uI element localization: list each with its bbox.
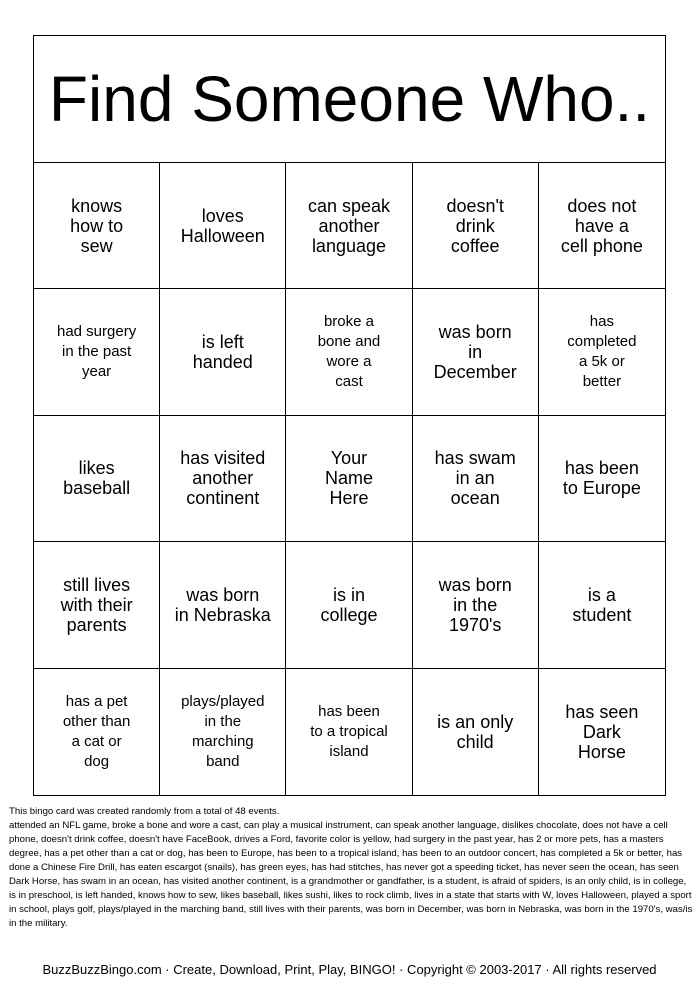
card-info	[9, 805, 693, 931]
bingo-cell-text: had surgery in the past year	[56, 323, 137, 381]
bingo-cell-text: was born in the 1970's	[438, 574, 512, 635]
bingo-cell	[539, 289, 665, 415]
bingo-cell	[413, 289, 539, 415]
bingo-cell	[286, 669, 412, 795]
bingo-cell-text: has a pet other than a cat or dog	[62, 692, 131, 770]
bingo-cell-text: plays/played in the marching band	[181, 692, 265, 770]
bingo-cell	[286, 289, 412, 415]
bingo-cell-text: was born in Nebraska	[174, 584, 271, 625]
bingo-cell-text: has been to a tropical island	[310, 702, 388, 760]
bingo-cell-text: is an only child	[437, 711, 514, 752]
bingo-cell	[160, 163, 286, 289]
bingo-cell	[539, 416, 665, 542]
bingo-cell-text: does not have a cell phone	[560, 195, 643, 256]
bingo-cell	[539, 163, 665, 289]
bingo-cell	[34, 163, 160, 289]
bingo-cell	[286, 542, 412, 668]
footer-copyright: BuzzBuzzBingo.com · Create, Download, Print, Play, BINGO! · Copyright © 2003-2017 · All rights reserved	[42, 962, 657, 977]
event-list: attended an NFL game, broke a bone and wore a cast, can play a musical instrument, can speak another language, dislikes chocolate, does not have a cell phone, doesn't drink coffee, doesn't have FaceBook, drives a Ford, favorite color is yellow, had surgery in the past year, has 2 or more pets, has a masters degree, has a pet other than a cat or dog, has been to Europe, has been to a tropical island, has been to an outdoor concert, has completed a 5k or better, has done a Chinese Fire Drill, has eaten escargot (snails), has green eyes, has had stitches, has never got a speeding ticket, has never seen the ocean, has seen Dark Horse, has swam in an ocean, has visited another continent, is a grandmother or gandfather, is a student, is afraid of spiders, is an only child, is in college, is in preschool, is left handed, knows how to sew, likes baseball, likes sushi, likes to rock climb, lives in a state that starts with W, loves Halloween, played a sport in school, plays golf, plays/played in the marching band, still lives with their parents, was born in December, was born in Nebraska, was born in the 1970's, was/is in the military.	[9, 820, 693, 929]
bingo-cell-text: has completed a 5k or better	[567, 313, 637, 391]
bingo-cell-text: knows how to sew	[70, 195, 124, 256]
bingo-cell-text: can speak another language	[307, 195, 391, 256]
bingo-cell	[413, 416, 539, 542]
bingo-cell-text: has visited another continent	[180, 448, 266, 509]
bingo-cell-text: has been to Europe	[562, 458, 641, 499]
bingo-cell	[539, 542, 665, 668]
bingo-cell-text: doesn't drink coffee	[446, 195, 504, 256]
bingo-cell-text: is in college	[320, 584, 378, 625]
bingo-cell	[34, 416, 160, 542]
bingo-cell-text: loves Halloween	[180, 205, 265, 246]
bingo-cell-text: likes baseball	[63, 458, 131, 499]
bingo-cell-text: still lives with their parents	[60, 574, 133, 635]
bingo-cell-text: is left handed	[192, 332, 253, 373]
bingo-cell	[160, 289, 286, 415]
bingo-cell-text: is a student	[572, 584, 632, 625]
card-title: Find Someone Who..	[34, 36, 665, 163]
bingo-grid	[34, 163, 665, 795]
bingo-cell	[34, 542, 160, 668]
bingo-card	[33, 35, 666, 796]
event-count-note: This bingo card was created randomly from a total of 48 events.	[9, 806, 280, 817]
bingo-cell	[286, 163, 412, 289]
bingo-cell-text: was born in December	[433, 322, 517, 383]
bingo-cell-text: has seen Dark Horse	[565, 701, 639, 762]
bingo-cell-text: has swam in an ocean	[434, 448, 516, 509]
bingo-cell	[34, 289, 160, 415]
bingo-cell	[160, 416, 286, 542]
bingo-cell-text: broke a bone and wore a cast	[317, 313, 381, 391]
bingo-cell-text: Your Name Here	[324, 448, 373, 509]
bingo-cell	[286, 416, 412, 542]
bingo-cell	[539, 669, 665, 795]
bingo-cell	[413, 669, 539, 795]
bingo-cell	[413, 163, 539, 289]
bingo-cell	[413, 542, 539, 668]
bingo-cell	[160, 542, 286, 668]
bingo-cell	[34, 669, 160, 795]
bingo-cell	[160, 669, 286, 795]
